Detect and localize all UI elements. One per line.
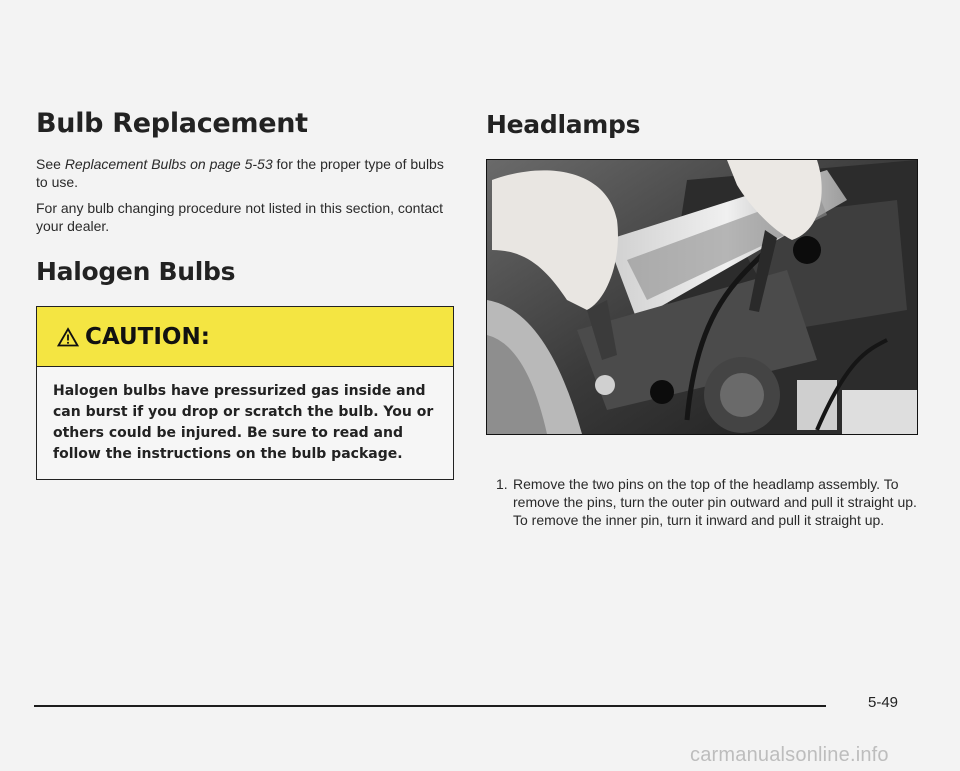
intro-prefix: See: [36, 156, 65, 172]
replacement-bulbs-reference[interactable]: Replacement Bulbs on page 5-53: [64, 156, 273, 172]
left-column: [36, 108, 456, 480]
step-text: Remove the two pins on the top of the headlamp assembly. To remove the pins, turn the outer pin outward and pull it straight up. To remove the inner pin, turn it inward and pull it straight up.: [513, 476, 917, 528]
subsection-title-halogen-bulbs: Halogen Bulbs: [36, 257, 236, 286]
step-number: 1.: [496, 476, 508, 492]
right-column: [486, 110, 926, 529]
intro-paragraph: [36, 155, 456, 191]
watermark: carmanualsonline.info: [690, 744, 889, 766]
step-item: [486, 475, 926, 529]
intro-suffix: for the proper type of bulbs to use.: [36, 156, 444, 190]
caution-header: [37, 307, 453, 367]
caution-box: [36, 306, 454, 480]
dealer-note: For any bulb changing procedure not listed in this section, contact your dealer.: [36, 200, 444, 234]
caution-text: Halogen bulbs have pressurized gas inside and can burst if you drop or scratch the bulb. You or others could be injured. Be sure to read and follow the instructions on the bulb package.: [53, 383, 434, 462]
section-title-headlamps: Headlamps: [486, 110, 641, 139]
page-number: 5-49: [868, 694, 899, 711]
caution-label: CAUTION:: [85, 323, 210, 350]
footer-rule: [34, 705, 826, 707]
section-title-bulb-replacement: Bulb Replacement: [36, 108, 308, 139]
headlamp-removal-photo: [486, 159, 918, 435]
caution-title: [57, 324, 210, 350]
steps-list: [486, 475, 926, 529]
warning-triangle-icon: [57, 327, 79, 347]
